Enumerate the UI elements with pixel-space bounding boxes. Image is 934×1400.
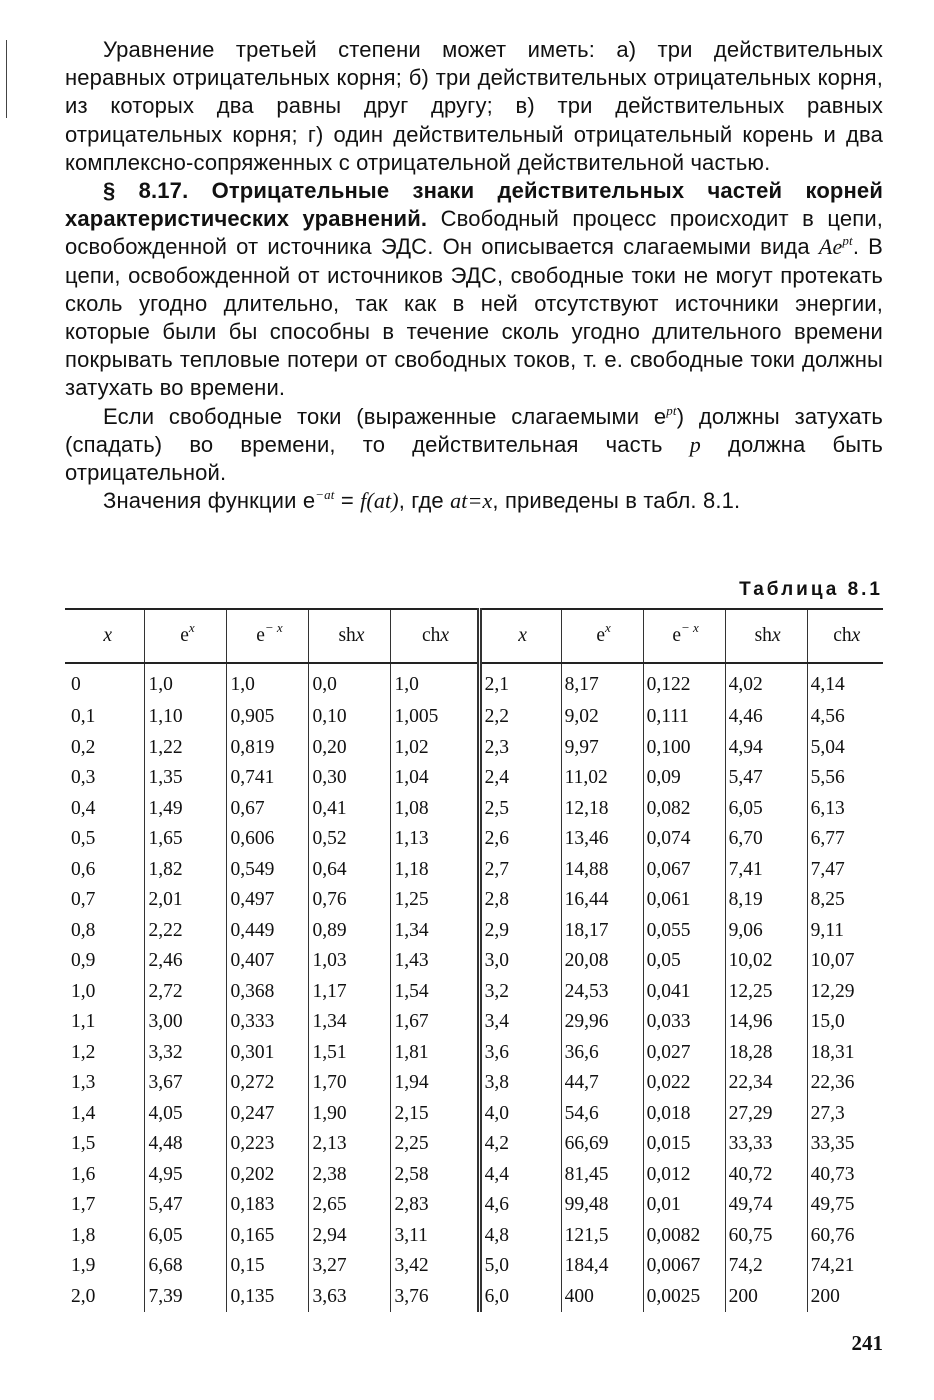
column-header-base: e	[180, 625, 189, 646]
table-cell: 0,027	[643, 1038, 725, 1069]
table-cell: 18,17	[561, 916, 643, 947]
column-header-variable: x	[771, 625, 781, 646]
table-row	[65, 946, 883, 977]
formula-exponent: pt	[666, 402, 677, 418]
table-cell: 12,29	[807, 977, 883, 1008]
column-header-exponent: x	[188, 620, 195, 635]
table-cell: 2,01	[145, 885, 227, 916]
column-header-variable: x	[440, 625, 450, 646]
table-cell: 2,6	[479, 824, 561, 855]
table-cell: 4,14	[807, 663, 883, 702]
table-cell: 1,94	[391, 1068, 479, 1099]
table-cell: 1,22	[145, 733, 227, 764]
table-cell: 0,0	[309, 663, 391, 702]
table-cell: 1,5	[71, 1133, 96, 1155]
table-cell: 2,13	[309, 1129, 391, 1160]
table-cell: 13,46	[561, 824, 643, 855]
table-cell: 15,0	[807, 1007, 883, 1038]
table-cell: 1,17	[309, 977, 391, 1008]
column-header-exponent: − x	[681, 620, 699, 635]
table-cell: 200	[725, 1282, 807, 1313]
column-header-base: x	[103, 625, 113, 646]
table-cell: 0,202	[227, 1160, 309, 1191]
table-cell: 2,15	[391, 1099, 479, 1130]
table-cell: 2,58	[391, 1160, 479, 1191]
table-cell: 6,05	[145, 1221, 227, 1252]
table-cell: 0,368	[227, 977, 309, 1008]
table-cell: 0,7	[71, 889, 96, 911]
table-cell: 1,82	[145, 855, 227, 886]
table-cell: 3,8	[479, 1068, 561, 1099]
table-body	[65, 663, 883, 1312]
table-cell: 1,43	[391, 946, 479, 977]
table-cell: 14,96	[725, 1007, 807, 1038]
paragraph-section-8-17	[65, 177, 883, 403]
table-cell: 4,02	[725, 663, 807, 702]
table-cell: 0,09	[643, 763, 725, 794]
table-cell: 121,5	[561, 1221, 643, 1252]
table-row	[65, 794, 883, 825]
table-cell: 2,1	[479, 663, 561, 702]
table-cell: 12,25	[725, 977, 807, 1008]
section-heading: § 8.17. Отрицательные знаки действительных частей корней характеристических уравнений.	[65, 178, 883, 232]
table-cell: 0,819	[227, 733, 309, 764]
table-cell: 0,606	[227, 824, 309, 855]
table-row	[65, 1038, 883, 1069]
table-row	[65, 977, 883, 1008]
table-cell: 0,67	[227, 794, 309, 825]
paragraph-text: , где	[398, 488, 444, 514]
formula-exponent: −at	[315, 487, 335, 503]
table-cell: 0,549	[227, 855, 309, 886]
table-cell: 0,0082	[643, 1221, 725, 1252]
table-row	[65, 1099, 883, 1130]
column-header-base: ch	[421, 625, 441, 646]
table-cell: 8,17	[561, 663, 643, 702]
column-header-base: ch	[833, 625, 852, 646]
paragraph-text: Если свободные токи (выраженные слагаемыми e	[103, 403, 667, 429]
variable-p: p	[689, 431, 701, 457]
table-cell: 0,10	[309, 702, 391, 733]
table-cell: 1,25	[391, 885, 479, 916]
table-row	[65, 824, 883, 855]
table-cell: 6,68	[145, 1251, 227, 1282]
table-cell: 0,1	[71, 706, 96, 728]
table-cell: 12,18	[561, 794, 643, 825]
table-cell: 0,082	[643, 794, 725, 825]
table-cell: 54,6	[561, 1099, 643, 1130]
table-caption: Таблица 8.1	[739, 579, 883, 600]
table-cell: 4,46	[725, 702, 807, 733]
table-cell: 18,31	[807, 1038, 883, 1069]
table-cell: 3,76	[391, 1282, 479, 1313]
column-header	[65, 609, 145, 663]
margin-rule	[6, 40, 7, 118]
table-cell: 2,0	[71, 1285, 96, 1307]
table-row	[65, 1190, 883, 1221]
column-header	[643, 609, 725, 663]
table-cell: 27,29	[725, 1099, 807, 1130]
table-cell: 0,135	[227, 1282, 309, 1313]
table-cell: 2,94	[309, 1221, 391, 1252]
table-cell: 0,6	[71, 858, 96, 880]
table-cell: 4,95	[145, 1160, 227, 1191]
table-cell: 2,72	[145, 977, 227, 1008]
table-cell: 0,033	[643, 1007, 725, 1038]
table-cell: 0,165	[227, 1221, 309, 1252]
table-cell: 74,2	[725, 1251, 807, 1282]
table-cell: 0,111	[643, 702, 725, 733]
table-cell: 0,20	[309, 733, 391, 764]
table-cell: 81,45	[561, 1160, 643, 1191]
table-cell: 0,41	[309, 794, 391, 825]
table-header-row	[65, 609, 883, 663]
table-cell: 5,47	[145, 1190, 227, 1221]
table-cell: 66,69	[561, 1129, 643, 1160]
table-cell: 10,02	[725, 946, 807, 977]
table-cell: 1,6	[71, 1163, 96, 1185]
column-header	[145, 609, 227, 663]
table-cell: 1,0	[71, 980, 96, 1002]
table-cell: 2,9	[479, 916, 561, 947]
paragraph-text: Свободный процесс происходит в цепи, освобожденной от источника ЭДС. Он описывается слагаемыми вида	[65, 206, 884, 260]
table-cell: 4,6	[479, 1190, 561, 1221]
table-cell: 0,012	[643, 1160, 725, 1191]
column-header-base: e	[596, 625, 606, 646]
paragraph-text: Значения функции e	[103, 488, 316, 514]
table-cell: 3,4	[479, 1007, 561, 1038]
column-header-base: e	[672, 625, 682, 646]
column-header	[227, 609, 309, 663]
table-cell: 1,04	[391, 763, 479, 794]
table-cell: 4,0	[479, 1099, 561, 1130]
table-cell: 16,44	[561, 885, 643, 916]
table-cell: 27,3	[807, 1099, 883, 1130]
paragraph-text: . В цепи, освобожденной от источников ЭДС, свободные токи не могут протекать сколь угодно длительно, так как в ней отсутствуют источники энергии, которые были бы способны в течение сколь угодно длительного времени покрывать тепловые потери от свободных токов, т. е. свободные токи должны затухать во времени.	[65, 234, 883, 401]
table-cell: 9,02	[561, 702, 643, 733]
table-cell: 2,65	[309, 1190, 391, 1221]
table-cell: 0,905	[227, 702, 309, 733]
table-cell: 1,0	[145, 663, 227, 702]
table-row	[65, 702, 883, 733]
table-row	[65, 855, 883, 886]
table-cell: 0,301	[227, 1038, 309, 1069]
table-cell: 4,4	[479, 1160, 561, 1191]
table-cell: 1,34	[309, 1007, 391, 1038]
formula-Aept	[819, 234, 853, 259]
table-cell: 1,4	[71, 1102, 96, 1124]
formula-function: f(at)	[360, 488, 399, 514]
table-cell: 2,7	[479, 855, 561, 886]
table-cell: 2,83	[391, 1190, 479, 1221]
table-cell: 0,8	[71, 919, 96, 941]
table-cell: 0,15	[227, 1251, 309, 1282]
table-cell: 33,35	[807, 1129, 883, 1160]
table-cell: 29,96	[561, 1007, 643, 1038]
table-cell: 0,2	[71, 736, 96, 758]
table-cell: 1,65	[145, 824, 227, 855]
table-cell: 3,0	[479, 946, 561, 977]
table-cell: 1,81	[391, 1038, 479, 1069]
paragraph-cubic-roots: Уравнение третьей степени может иметь: а) три действительных неравных отрицательных корня; б) три действительных отрицательных корня, из которых два равны друг другу; в) три действительных равных отрицательных корня; г) один действительный отрицательный корень и два комплексно-сопряженных с отрицательной действительной частью.	[65, 37, 883, 175]
table-cell: 1,02	[391, 733, 479, 764]
table-cell: 0,100	[643, 733, 725, 764]
table-cell: 2,38	[309, 1160, 391, 1191]
table-cell: 1,03	[309, 946, 391, 977]
table-cell: 0,5	[71, 828, 96, 850]
table-cell: 3,27	[309, 1251, 391, 1282]
table-cell: 74,21	[807, 1251, 883, 1282]
table-cell: 22,36	[807, 1068, 883, 1099]
table-row	[65, 916, 883, 947]
table-cell: 1,0	[391, 663, 479, 702]
table-cell: 0,05	[643, 946, 725, 977]
table-row	[65, 1282, 883, 1313]
table-cell: 0,30	[309, 763, 391, 794]
table-row	[65, 763, 883, 794]
table-cell: 0,9	[71, 950, 96, 972]
column-header-base: sh	[754, 625, 772, 646]
column-header	[807, 609, 883, 663]
table-cell: 0,061	[643, 885, 725, 916]
formula-equation: at=x	[450, 488, 493, 514]
table-cell: 7,41	[725, 855, 807, 886]
table-cell: 1,34	[391, 916, 479, 947]
paragraph-text: должна быть отрицательной.	[65, 431, 884, 486]
table-cell: 0,52	[309, 824, 391, 855]
table-cell: 8,19	[725, 885, 807, 916]
table-row	[65, 1007, 883, 1038]
column-header-variable: x	[355, 625, 365, 646]
table-cell: 0,247	[227, 1099, 309, 1130]
table-cell: 1,54	[391, 977, 479, 1008]
table-cell: 2,3	[479, 733, 561, 764]
table-cell: 0,333	[227, 1007, 309, 1038]
table-cell: 1,3	[71, 1072, 96, 1094]
table-cell: 3,2	[479, 977, 561, 1008]
table-cell: 0,055	[643, 916, 725, 947]
table-cell: 0,89	[309, 916, 391, 947]
column-header	[391, 609, 479, 663]
table-cell: 0,015	[643, 1129, 725, 1160]
table-row	[65, 733, 883, 764]
table-cell: 2,8	[479, 885, 561, 916]
table-cell: 2,22	[145, 916, 227, 947]
table-cell: 0,76	[309, 885, 391, 916]
table-cell: 1,70	[309, 1068, 391, 1099]
table-cell: 1,2	[71, 1041, 96, 1063]
table-cell: 6,13	[807, 794, 883, 825]
table-cell: 1,90	[309, 1099, 391, 1130]
table-cell: 0,041	[643, 977, 725, 1008]
paragraph-text: ) должны затухать (спадать) во времени, то действительная часть	[65, 403, 883, 457]
table-cell: 3,11	[391, 1221, 479, 1252]
table-cell: 0,022	[643, 1068, 725, 1099]
table-cell: 1,08	[391, 794, 479, 825]
table-cell: 1,10	[145, 702, 227, 733]
table-cell: 400	[561, 1282, 643, 1313]
table-cell: 5,56	[807, 763, 883, 794]
paragraph-text: , приведены в табл. 8.1.	[492, 488, 741, 514]
table-cell: 2,46	[145, 946, 227, 977]
table-cell: 6,05	[725, 794, 807, 825]
table-cell: 40,73	[807, 1160, 883, 1191]
formula-exponent: pt	[842, 233, 853, 249]
table-cell: 1,67	[391, 1007, 479, 1038]
table-cell: 7,47	[807, 855, 883, 886]
column-header-exponent: − x	[264, 620, 283, 635]
table-cell: 60,76	[807, 1221, 883, 1252]
table-cell: 3,67	[145, 1068, 227, 1099]
table-cell: 24,53	[561, 977, 643, 1008]
table-cell: 49,74	[725, 1190, 807, 1221]
table-cell: 0,223	[227, 1129, 309, 1160]
table-cell: 9,11	[807, 916, 883, 947]
table-cell: 40,72	[725, 1160, 807, 1191]
table-cell: 4,48	[145, 1129, 227, 1160]
table-cell: 0,741	[227, 763, 309, 794]
table-cell: 0,497	[227, 885, 309, 916]
table-row	[65, 1160, 883, 1191]
table-cell: 200	[807, 1282, 883, 1313]
formula-base: Ae	[818, 234, 843, 260]
table-cell: 0,074	[643, 824, 725, 855]
table-cell: 0,018	[643, 1099, 725, 1130]
table-cell: 0,4	[71, 797, 96, 819]
table-cell: 3,42	[391, 1251, 479, 1282]
table-cell: 0	[71, 674, 81, 695]
table-cell: 1,49	[145, 794, 227, 825]
table-cell: 1,18	[391, 855, 479, 886]
page-number: 241	[851, 1331, 883, 1355]
paragraph-function-values	[65, 487, 883, 515]
table-cell: 6,77	[807, 824, 883, 855]
table-cell: 22,34	[725, 1068, 807, 1099]
table-cell: 2,5	[479, 794, 561, 825]
table-row	[65, 663, 883, 702]
table-cell: 5,0	[479, 1251, 561, 1282]
column-header-exponent: x	[605, 620, 611, 635]
table-cell: 1,8	[71, 1224, 96, 1246]
table-cell: 184,4	[561, 1251, 643, 1282]
table-cell: 3,00	[145, 1007, 227, 1038]
table-cell: 10,07	[807, 946, 883, 977]
column-header	[561, 609, 643, 663]
table-cell: 3,32	[145, 1038, 227, 1069]
table-cell: 20,08	[561, 946, 643, 977]
table-cell: 0,3	[71, 767, 96, 789]
table-cell: 1,13	[391, 824, 479, 855]
table-cell: 8,25	[807, 885, 883, 916]
table-cell: 0,183	[227, 1190, 309, 1221]
table-cell: 60,75	[725, 1221, 807, 1252]
table-cell: 49,75	[807, 1190, 883, 1221]
paragraph-decay	[65, 403, 883, 488]
table-cell: 3,6	[479, 1038, 561, 1069]
table-row	[65, 1221, 883, 1252]
column-header-variable: x	[851, 625, 861, 646]
table-cell: 99,48	[561, 1190, 643, 1221]
table-cell: 0,122	[643, 663, 725, 702]
function-values-table	[65, 608, 883, 1312]
column-header	[479, 609, 561, 663]
table-cell: 5,47	[725, 763, 807, 794]
table-row	[65, 885, 883, 916]
table-cell: 3,63	[309, 1282, 391, 1313]
table-cell: 9,06	[725, 916, 807, 947]
table-cell: 2,4	[479, 763, 561, 794]
table-cell: 4,2	[479, 1129, 561, 1160]
table-cell: 1,7	[71, 1194, 96, 1216]
table-cell: 1,1	[71, 1011, 96, 1033]
table-cell: 5,04	[807, 733, 883, 764]
table-cell: 0,0067	[643, 1251, 725, 1282]
table-cell: 2,25	[391, 1129, 479, 1160]
table-cell: 0,0025	[643, 1282, 725, 1313]
column-header-base: x	[518, 625, 527, 646]
column-header	[309, 609, 391, 663]
table-cell: 4,56	[807, 702, 883, 733]
table-cell: 33,33	[725, 1129, 807, 1160]
table-cell: 1,0	[227, 663, 309, 702]
table-cell: 9,97	[561, 733, 643, 764]
column-header-base: sh	[338, 625, 356, 646]
column-header	[725, 609, 807, 663]
table-cell: 4,05	[145, 1099, 227, 1130]
table-row	[65, 1068, 883, 1099]
table-cell: 0,64	[309, 855, 391, 886]
table-cell: 18,28	[725, 1038, 807, 1069]
table-cell: 2,2	[479, 702, 561, 733]
table-cell: 1,9	[71, 1255, 96, 1277]
table-cell: 0,067	[643, 855, 725, 886]
table-cell: 0,449	[227, 916, 309, 947]
paragraph-text: =	[334, 488, 361, 514]
table-cell: 0,272	[227, 1068, 309, 1099]
table-8-1	[65, 608, 883, 1312]
table-cell: 1,35	[145, 763, 227, 794]
table-row	[65, 1251, 883, 1282]
table-cell: 0,01	[643, 1190, 725, 1221]
table-cell: 1,51	[309, 1038, 391, 1069]
table-cell: 6,70	[725, 824, 807, 855]
table-cell: 14,88	[561, 855, 643, 886]
table-cell: 1,005	[391, 702, 479, 733]
table-cell: 44,7	[561, 1068, 643, 1099]
table-cell: 7,39	[145, 1282, 227, 1313]
table-cell: 11,02	[561, 763, 643, 794]
table-cell: 36,6	[561, 1038, 643, 1069]
table-cell: 4,8	[479, 1221, 561, 1252]
table-cell: 6,0	[479, 1282, 561, 1313]
column-header-base: e	[256, 625, 265, 646]
table-cell: 0,407	[227, 946, 309, 977]
table-row	[65, 1129, 883, 1160]
page-body	[65, 36, 883, 515]
table-cell: 4,94	[725, 733, 807, 764]
